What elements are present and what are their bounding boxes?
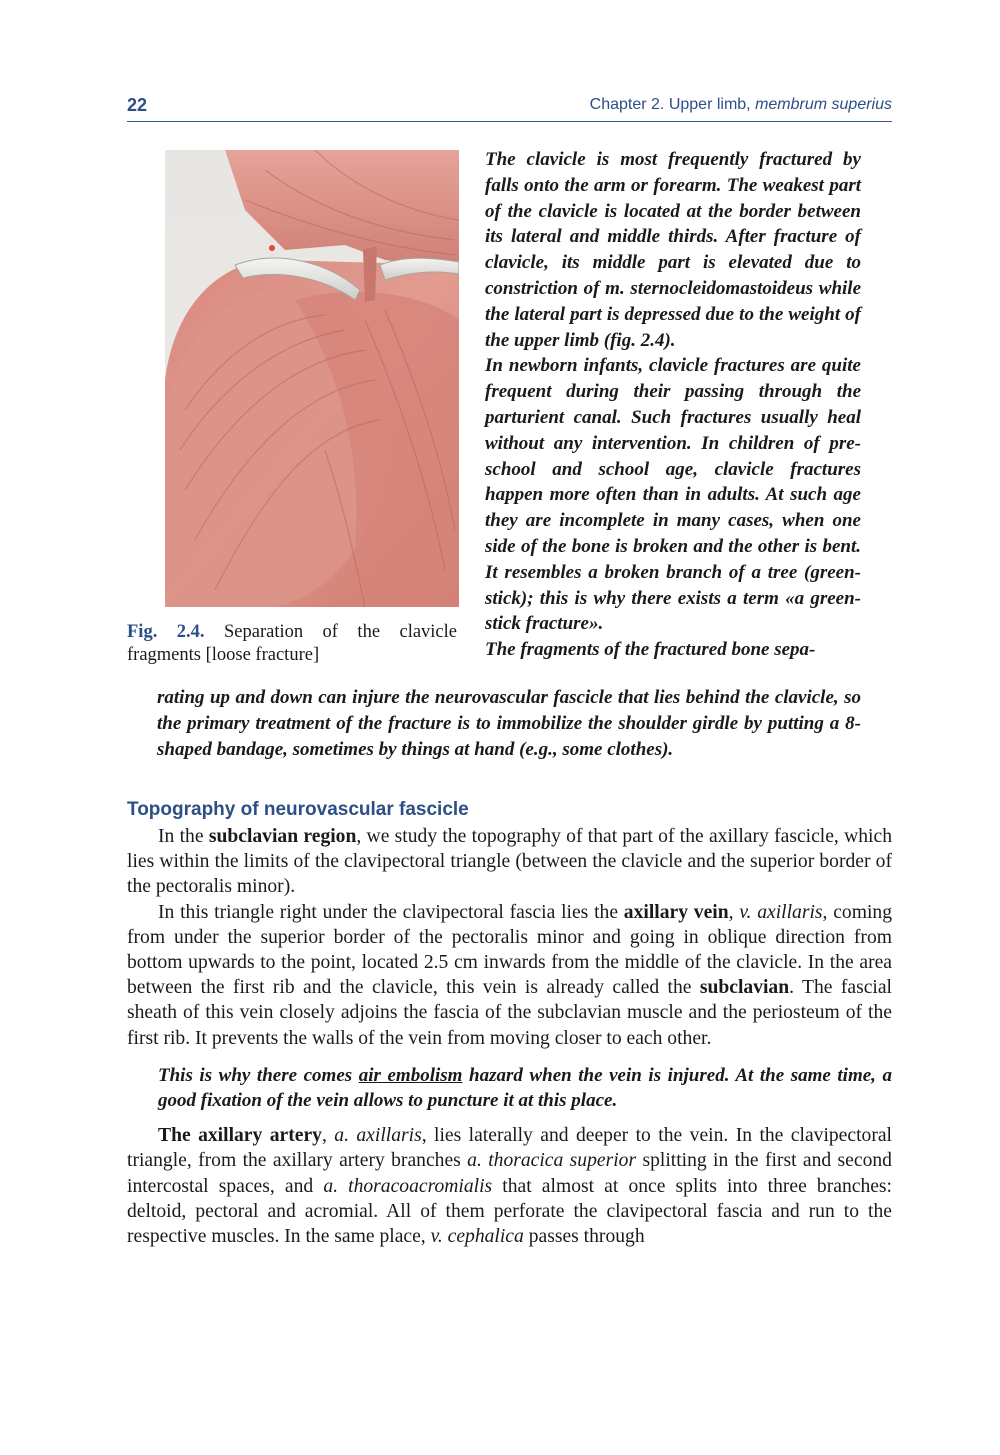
clinical-paragraph-2: In newborn infants, clavicle fractures are quite frequent during their passing through the parturient canal. Such fractures usually heal without any intervention. In children of pre-school and school age, clavicle fractures happen more often than in adults. At such age they are incomplete in many cases, when one side of the bone is broken and the other is bent. It resembles a broken branch of a tree (green-stick); this is why there exists a term «a green-stick fracture».	[485, 355, 861, 635]
anatomy-drawing	[165, 150, 459, 607]
section-heading: Topography of neurovascular fascicle	[127, 799, 469, 820]
figure-caption: Fig. 2.4. Separation of the clavicle fragments [loose fracture]	[127, 622, 457, 665]
running-head: Chapter 2. Upper limb, membrum superius	[589, 96, 892, 113]
emphasis-note: This is why there comes air embolism hazard when the vein is injured. At the same time, a good fixation of the vein allows to puncture it at this place.	[158, 1064, 892, 1112]
body-paragraph-1: In the subclavian region, we study the topography of that part of the axillary fascicle, which lies within the limits of the clavipectoral triangle (between the clavicle and the superior border of the pectoralis minor).	[127, 826, 892, 898]
clinical-note-continuation	[157, 685, 861, 762]
shoulder-muscle-illustration	[165, 150, 459, 607]
clinical-paragraph-3-start: The fragments of the fractured bone sepa-	[485, 639, 816, 661]
clinical-note-column	[485, 147, 861, 663]
clinical-paragraph-1: The clavicle is most frequently fractured by falls onto the arm or forearm. The weakest part of the clavicle is located at the border between its lateral and middle thirds. After fracture of clavicle, its middle part is elevated due to constriction of m. sternocleidomastoideus while the lateral part is depressed due to the weight of the upper limb (fig. 2.4).	[485, 149, 861, 351]
page-header	[127, 95, 892, 122]
body-paragraph-2: In this triangle right under the clavipectoral fascia lies the axillary vein, v. axillaris, coming from under the superior border of the pectoralis minor and going in oblique direction from bottom upwards to the point, located 2.5 cm inwards from the middle of the clavicle. In the area between the first rib and the clavicle, this vein is already called the subclavian. The fascial sheath of this vein closely adjoins the fascia of the subclavian muscle and the periosteum of the first rib. It prevents the walls of the vein from moving closer to each other.	[127, 901, 892, 1049]
body-text	[127, 824, 892, 1249]
clinical-paragraph-3-rest: rating up and down can injure the neurovascular fascicle that lies behind the clavicle, so the primary treatment of the fracture is to immobilize the shoulder girdle by putting a 8-shaped bandage, sometimes by things at hand (e.g., some clothes).	[157, 687, 861, 760]
page-number: 22	[127, 95, 148, 115]
body-paragraph-3: The axillary artery, a. axillaris, lies laterally and deeper to the vein. In the clavipectoral triangle, from the axillary artery branches a. thoracica superior splitting in the first and second intercostal spaces, and a. thoracoacromialis that almost at once splits into three branches: deltoid, pectoral and acromial. All of them perforate the clavipectoral fascia and run to the respective muscles. In the same place, v. cephalica passes through	[127, 1125, 893, 1248]
